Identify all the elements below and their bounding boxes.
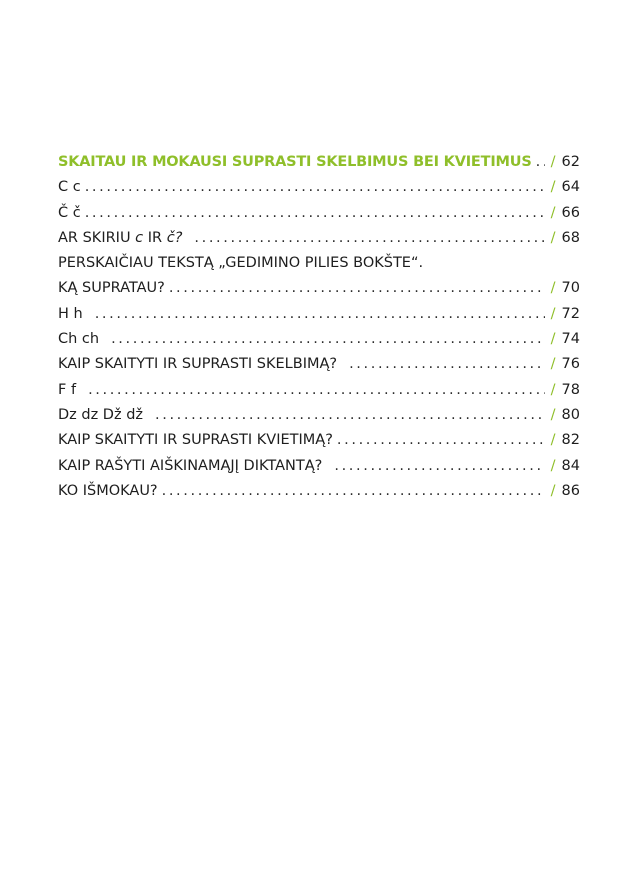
page-separator: / <box>550 432 556 449</box>
toc-row[interactable] <box>58 403 580 428</box>
page-separator: / <box>550 457 556 474</box>
toc-entry-label: KAIP SKAITYTI IR SUPRASTI KVIETIMĄ? <box>58 432 333 449</box>
page-separator: / <box>550 204 556 221</box>
toc-entry-label: C c <box>58 179 81 196</box>
toc-row[interactable] <box>58 226 580 251</box>
page-separator: / <box>550 406 556 423</box>
dot-leader <box>95 302 545 327</box>
toc-entry-label: F f <box>58 381 77 398</box>
toc-heading-title: SKAITAU IR MOKAUSI SUPRASTI SKELBIMUS BEI KVIETIMUS <box>58 154 532 170</box>
dot-leader <box>194 226 544 251</box>
label-part: AR SKIRIU <box>58 229 136 246</box>
toc-entry-label: KO IŠMOKAU? <box>58 482 158 499</box>
page-number: 66 <box>561 204 580 221</box>
toc-row[interactable] <box>58 479 580 504</box>
dot-leader <box>349 352 545 377</box>
toc-entry-label: Dz dz Dž dž <box>58 406 144 423</box>
dot-leader <box>155 403 545 428</box>
dot-leader <box>111 327 545 352</box>
page-number: 64 <box>561 179 580 196</box>
dot-leader <box>88 378 545 403</box>
page-number: 86 <box>561 482 580 499</box>
label-italic-part: č? <box>166 229 183 246</box>
page-number: 78 <box>561 381 580 398</box>
page-separator: / <box>550 356 556 373</box>
toc-entry-label: KAIP SKAITYTI IR SUPRASTI SKELBIMĄ? <box>58 356 338 373</box>
page-separator: / <box>550 154 556 170</box>
dot-leader <box>85 175 545 200</box>
toc-row[interactable] <box>58 276 580 301</box>
dot-leader <box>169 276 545 301</box>
page-separator: / <box>550 229 556 246</box>
dot-leader <box>85 201 545 226</box>
toc-row[interactable] <box>58 378 580 403</box>
toc-row[interactable] <box>58 302 580 327</box>
dot-leader <box>162 479 545 504</box>
toc-entry-label: KAIP RAŠYTI AIŠKINAMĄJĮ DIKTANTĄ? <box>58 457 323 474</box>
toc-entry-label: PERSKAIČIAU TEKSTĄ „GEDIMINO PILIES BOKŠTE“. <box>58 255 424 272</box>
label-italic-part: c <box>135 229 144 246</box>
toc-heading-row[interactable] <box>58 150 580 175</box>
toc-entry-label: Č č <box>58 204 81 221</box>
page-separator: / <box>550 331 556 348</box>
page-number: 68 <box>561 229 580 246</box>
toc-row[interactable] <box>58 327 580 352</box>
dot-leader <box>334 454 544 479</box>
toc-row[interactable] <box>58 251 580 276</box>
toc-row[interactable] <box>58 352 580 377</box>
page-number: 74 <box>561 331 580 348</box>
page-number: 84 <box>561 457 580 474</box>
page-number: 72 <box>561 305 580 322</box>
toc-row[interactable] <box>58 428 580 453</box>
page-number: 82 <box>561 432 580 449</box>
page-separator: / <box>550 179 556 196</box>
page-number: 76 <box>561 356 580 373</box>
page-number: 80 <box>561 406 580 423</box>
toc-row[interactable] <box>58 454 580 479</box>
dot-leader <box>337 428 545 453</box>
toc-entry-label: H h <box>58 305 83 322</box>
page-separator: / <box>550 381 556 398</box>
dot-leader <box>536 150 545 175</box>
page-number: 62 <box>561 154 580 170</box>
page-separator: / <box>550 482 556 499</box>
table-of-contents <box>58 150 580 504</box>
toc-entry-label: KĄ SUPRATAU? <box>58 280 165 297</box>
toc-row[interactable] <box>58 201 580 226</box>
toc-entry-label: Ch ch <box>58 331 100 348</box>
page-number: 70 <box>561 280 580 297</box>
label-part: IR <box>143 229 167 246</box>
toc-row[interactable] <box>58 175 580 200</box>
toc-entry-label <box>58 226 182 251</box>
page-separator: / <box>550 280 556 297</box>
page-separator: / <box>550 305 556 322</box>
